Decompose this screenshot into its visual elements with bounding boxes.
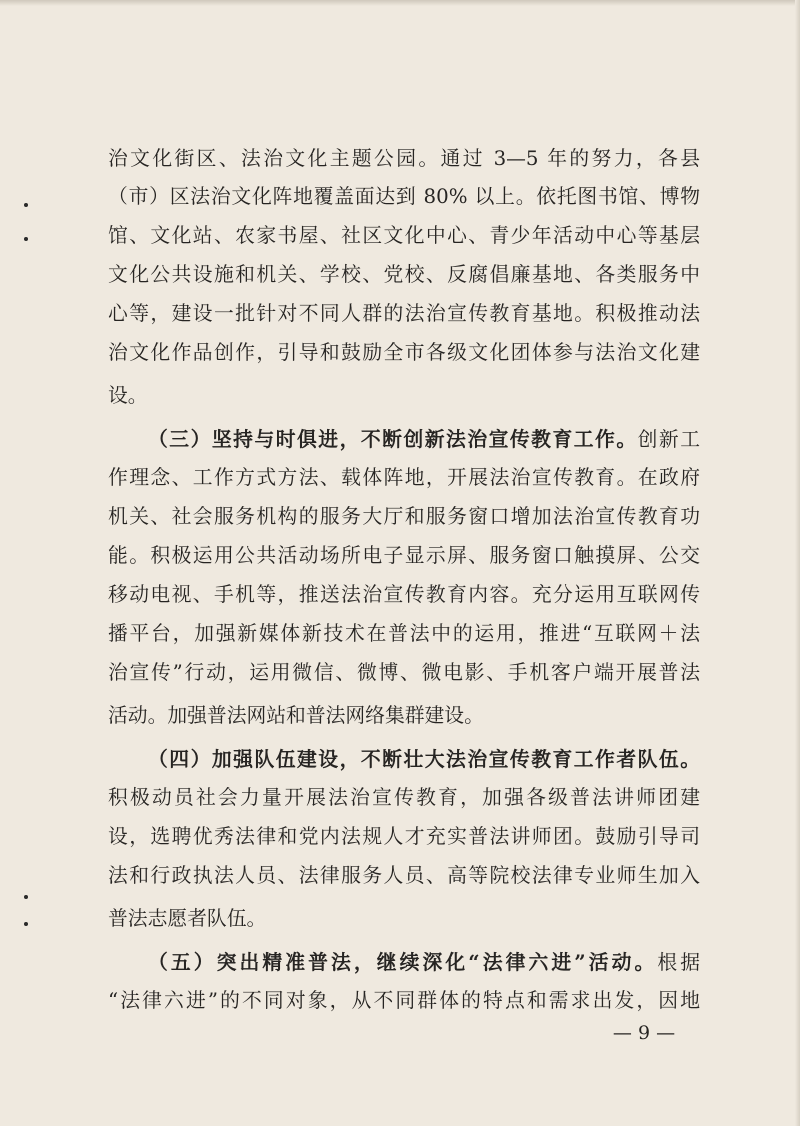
binding-dot — [24, 895, 28, 899]
body-text-line: 法和行政执法人员、法律服务人员、高等院校法律专业师生加入 — [108, 864, 700, 887]
body-text-line: 积极动员社会力量开展法治宣传教育，加强各级普法讲师团建 — [108, 786, 700, 809]
body-text-line: 普法志愿者队伍。 — [108, 907, 267, 930]
body-text-line: 治文化作品创作，引导和鼓励全市各级文化团体参与法治文化建 — [108, 341, 700, 364]
body-text-line: 设，选聘优秀法律和党内法规人才充实普法讲师团。鼓励引导司 — [108, 825, 700, 848]
body-text-line: 心等，建设一批针对不同人群的法治宣传教育基地。积极推动法 — [108, 302, 700, 325]
body-text-line: 活动。加强普法网站和普法网络集群建设。 — [108, 704, 484, 727]
body-text-line: 设。 — [108, 384, 148, 407]
section-heading: （四）加强队伍建设，不断壮大法治宣传教育工作者队伍。 — [148, 747, 700, 771]
section-heading-line — [148, 944, 700, 980]
page-right-edge — [795, 0, 800, 1126]
body-text-line: 作理念、工作方式方法、载体阵地，开展法治宣传教育。在政府 — [108, 466, 700, 489]
binding-dot — [24, 237, 28, 241]
binding-dot — [24, 203, 28, 207]
body-text-line: 馆、文化站、农家书屋、社区文化中心、青少年活动中心等基层 — [108, 224, 700, 247]
body-text-line: 能。积极运用公共活动场所电子显示屏、服务窗口触摸屏、公交 — [108, 544, 700, 567]
body-text-line: 治文化街区、法治文化主题公园。通过 3—5 年的努力，各县 — [108, 147, 700, 170]
body-text-line: （市）区法治文化阵地覆盖面达到 80% 以上。依托图书馆、博物 — [108, 185, 700, 208]
section-heading: （五）突出精准普法，继续深化“法律六进”活动。 — [148, 950, 658, 974]
section-heading: （三）坚持与时俱进，不断创新法治宣传教育工作。 — [148, 427, 638, 451]
binding-dot — [24, 922, 28, 926]
body-text-line: 播平台，加强新媒体新技术在普法中的运用，推进“互联网＋法 — [108, 622, 700, 645]
section-text: 创新工 — [637, 428, 700, 451]
body-text-line: 文化公共设施和机关、学校、党校、反腐倡廉基地、各类服务中 — [108, 263, 700, 286]
body-text-line: “法律六进”的不同对象，从不同群体的特点和需求出发，因地 — [108, 989, 700, 1012]
section-heading-line — [148, 421, 700, 457]
page-number: — 9 — — [612, 1022, 676, 1044]
body-text-line: 治宣传”行动，运用微信、微博、微电影、手机客户端开展普法 — [108, 661, 700, 684]
page-top-edge — [0, 0, 800, 6]
section-text: 根据 — [657, 951, 700, 974]
body-text-line: 移动电视、手机等，推送法治宣传教育内容。充分运用互联网传 — [108, 583, 700, 606]
body-text-line: 机关、社会服务机构的服务大厅和服务窗口增加法治宣传教育功 — [108, 505, 700, 528]
